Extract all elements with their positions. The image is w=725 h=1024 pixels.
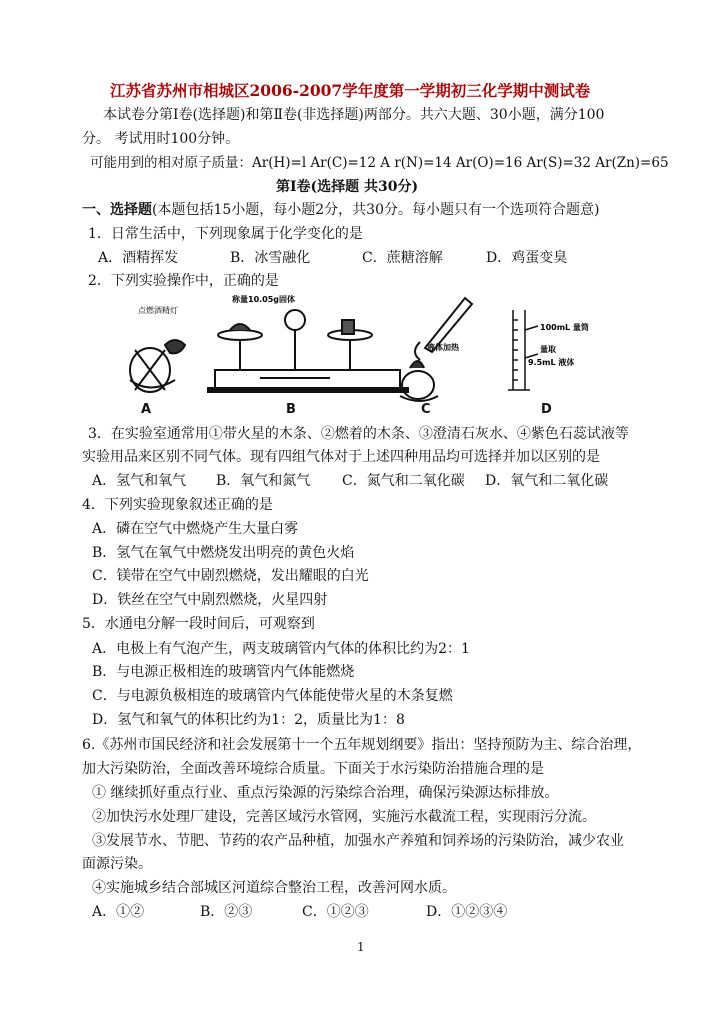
q6-option-d: D．①②③④ xyxy=(426,904,508,920)
q5-option-d: D．氢气和氧气的体积比约为1：2，质量比为1：8 xyxy=(92,712,405,728)
q6-item-2: ②加快污水处理厂建设，完善区域污水管网，实施污水截流工程，实现雨污分流。 xyxy=(92,809,596,825)
q6-stem-2: 加大污染防治，全面改善环境综合质量。下面关于水污染防治措施合理的是 xyxy=(82,761,544,777)
q6-item-3b: 面源污染。 xyxy=(82,856,152,872)
q1-option-d: D．鸡蛋变臭 xyxy=(486,250,568,266)
q6-item-1: ① 继续抓好重点行业、重点污染源的污染综合治理，确保污染源达标排放。 xyxy=(92,785,559,801)
fig-label-b: B xyxy=(286,402,296,417)
part1-label: 一、选择题 xyxy=(82,202,152,218)
q2-figure xyxy=(120,290,589,425)
part1-heading xyxy=(82,201,599,219)
fig-label-c: C xyxy=(421,402,431,417)
q4-option-c: C．镁带在空气中剧烈燃烧，发出耀眼的白光 xyxy=(92,568,369,584)
fig-a-caption: 点燃酒精灯 xyxy=(138,306,178,315)
alcohol-lamp-a-icon xyxy=(130,340,185,392)
q4-stem: 4．下列实验现象叙述正确的是 xyxy=(82,497,273,513)
q3-option-d: D．氧气和二氧化碳 xyxy=(485,473,609,489)
fig-d-caption-1: 100mL 量筒 xyxy=(540,323,589,332)
q3-stem-1: 3．在实验室通常用①带火星的木条、②燃着的木条、③澄清石灰水、④紫色石蕊试液等 xyxy=(88,426,629,442)
fig-b-caption: 称量10.05g固体 xyxy=(232,295,296,304)
q3-option-a: A．氢气和氧气 xyxy=(92,473,187,489)
q6-option-b: B．②③ xyxy=(200,904,253,920)
fig-label-a: A xyxy=(141,402,152,417)
q1-option-c: C．蔗糖溶解 xyxy=(362,250,443,266)
q5-stem: 5．水通电分解一段时间后，可观察到 xyxy=(82,616,315,632)
q3-option-c: C．氮气和二氧化碳 xyxy=(342,473,465,489)
q6-item-3a: ③发展节水、节肥、节药的农产品种植，加强水产养殖和饲养场的污染防治，减少农业 xyxy=(92,833,624,849)
q4-option-a: A．磷在空气中燃烧产生大量白雾 xyxy=(92,521,299,537)
exam-title: 江苏省苏州市相城区2006-2007学年度第一学期初三化学期中测试卷 xyxy=(110,81,591,100)
q6-option-a: A．①② xyxy=(92,904,145,920)
graduated-cylinder-icon xyxy=(508,310,538,390)
part1-desc: (本题包括15小题，每小题2分，共30分。每小题只有一个选项符合题意) xyxy=(152,202,600,218)
q3-option-b: B．氧气和氮气 xyxy=(216,473,311,489)
section-title: 第Ⅰ卷(选择题 共30分) xyxy=(276,179,419,195)
q5-option-a: A．电极上有气泡产生，两支玻璃管内气体的体积比约为2：1 xyxy=(92,641,470,657)
q5-option-b: B．与电源正极相连的玻璃管内气体能燃烧 xyxy=(92,664,355,680)
balance-icon xyxy=(208,310,408,392)
fig-label-d: D xyxy=(541,402,552,417)
page-number: 1 xyxy=(357,940,365,954)
q4-option-b: B．氢气在氧气中燃烧发出明亮的黄色火焰 xyxy=(92,545,355,561)
q4-option-d: D．铁丝在空气中剧烈燃烧，火星四射 xyxy=(92,592,328,608)
q3-stem-2: 实验用品来区别不同气体。现有四组气体对于上述四种用品均可选择并加以区别的是 xyxy=(82,449,600,465)
q1-option-a: A．酒精挥发 xyxy=(98,250,179,266)
intro-line-1: 本试卷分第Ⅰ卷(选择题)和第Ⅱ卷(非选择题)两部分。共六大题、30小题，满分100 xyxy=(103,107,605,123)
intro-line-2: 分。 考试用时100分钟。 xyxy=(82,131,240,147)
q1-option-b: B．冰雪融化 xyxy=(230,250,311,266)
fig-d-caption-2: 量取 xyxy=(540,345,556,354)
fig-c-caption: 液体加热 xyxy=(427,343,459,352)
q6-item-4: ④实施城乡结合部城区河道综合整治工程，改善河网水质。 xyxy=(92,880,456,896)
atomic-mass-line: 可能用到的相对原子质量：Ar(H)=l Ar(C)=12 A r(N)=14 Ar(O)=16 Ar(S)=32 Ar(Zn)=65 xyxy=(90,155,669,171)
fig-d-caption-3: 9.5mL 液体 xyxy=(528,358,575,367)
q1-stem: 1．日常生活中，下列现象属于化学变化的是 xyxy=(88,226,363,242)
q5-option-c: C．与电源负极相连的玻璃管内气体能使带火星的木条复燃 xyxy=(92,688,453,704)
q6-option-c: C．①②③ xyxy=(302,904,369,920)
q2-stem: 2．下列实验操作中，正确的是 xyxy=(88,273,279,289)
q6-stem-1: 6.《苏州市国民经济和社会发展第十一个五年规划纲要》指出：坚持预防为主、综合治理， xyxy=(82,737,642,753)
